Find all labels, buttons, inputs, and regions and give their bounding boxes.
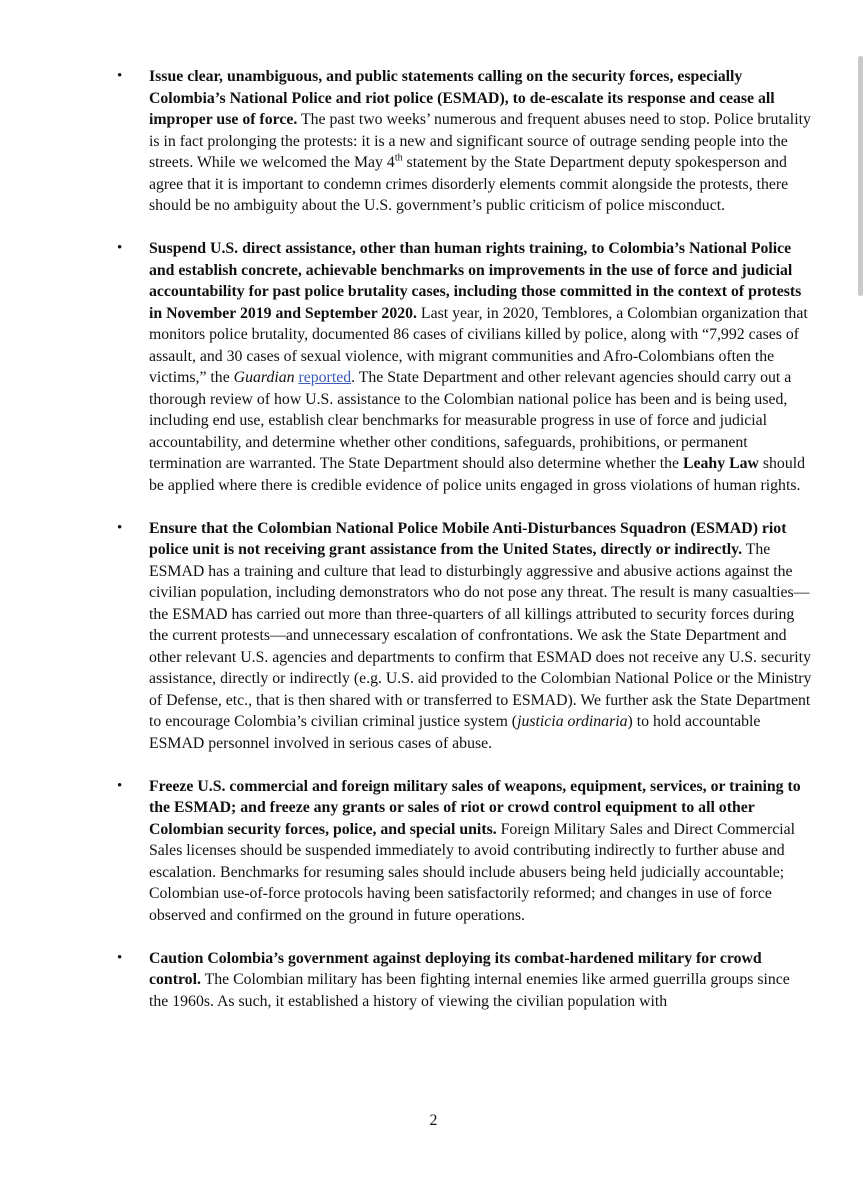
bullet-text — [149, 240, 808, 494]
body-text: statement by the State Department deputy spokesperson and agree that it is important to condemn crimes disorderly elements commit alongside the protests, there should be no ambiguity about the U.S. government’s public criticism of police misconduct. — [149, 154, 789, 214]
bold-lead-text: Ensure that the Colombian National Police Mobile Anti-Disturbances Squadron (ESMAD) riot police unit is not receiving grant assistance from the United States, directly or indirectly. — [149, 519, 787, 558]
body-text: Last year, in 2020, Temblores, a Colombian organization that monitors police brutality, documented 86 cases of civilians killed by police, along with “7,992 cases of assault, and 30 cases of sexual violence, with migrant communities and Afro-Colombians often the victims,” the — [149, 304, 808, 386]
body-text: Foreign Military Sales and Direct Commercial Sales licenses should be suspended immediately to avoid contributing indirectly to further abuse and escalation. Benchmarks for resuming sales should include abusers being held judicially accountable; Colombian use-of-force protocols having been satisfactorily reformed; and changes in use of force observed and confirmed on the ground in future operations. — [149, 820, 796, 924]
body-text: should be applied where there is credible evidence of police units engaged in gross violations of human rights. — [149, 455, 806, 494]
bullet-text — [149, 68, 811, 214]
bullet-item — [113, 776, 813, 927]
bold-lead-text: Freeze U.S. commercial and foreign military sales of weapons, equipment, services, or training to the ESMAD; and freeze any grants or sales of riot or crowd control equipment to all other Colombian security forces, police, and special units. — [149, 777, 801, 838]
bold-lead-text: Suspend U.S. direct assistance, other than human rights training, to Colombia’s National Police and establish concrete, achievable benchmarks on improvements in the use of force and judicial accountability for past police brutality cases, including those committed in the context of protests in November 2019 and September 2020. — [149, 240, 802, 322]
body-text: . The State Department and other relevant agencies should carry out a thorough review of how U.S. assistance to the Colombian national police has been and is being used, including end use, establish clear benchmarks for measurable progress in use of force and judicial accountability, and determine whether other conditions, safeguards, prohibitions, or permanent termination are warranted. The State Department should also determine whether the — [149, 369, 792, 472]
bold-lead-text: Leahy Law — [682, 455, 759, 472]
bullet-item — [113, 238, 813, 496]
reported-link[interactable]: reported — [298, 369, 352, 386]
recommendations-list — [113, 66, 813, 1034]
body-text: The ESMAD has a training and culture that lead to disturbingly aggressive and abusive actions against the civilian population, including demonstrators who do not pose any threat. The result is many casualties—the ESMAD has carried out more than three-quarters of all killings attributed to security forces during the current protests—and unnecessary escalation of confrontations. We ask the State Department and other relevant U.S. agencies and departments to confirm that ESMAD does not receive any U.S. security assistance, directly or indirectly (e.g. U.S. aid provided to the Colombian National Police or the Ministry of Defense, etc., that is then shared with or transferred to ESMAD). We further ask the State Department to encourage Colombia’s civilian criminal justice system ( — [149, 541, 812, 730]
bullet-item — [113, 66, 813, 217]
body-text: The Colombian military has been fighting internal enemies like armed guerrilla groups since the 1960s. As such, it established a history of viewing the civilian population with — [149, 971, 790, 1010]
bullet-dot: • — [117, 68, 123, 84]
body-text: ) to hold accountable ESMAD personnel involved in serious cases of abuse. — [149, 713, 761, 752]
bullet-dot: • — [117, 240, 123, 256]
bullet-dot: • — [117, 949, 123, 966]
superscript: th — [394, 152, 403, 164]
bullet-text — [149, 778, 801, 924]
scrollbar-thumb[interactable] — [858, 56, 863, 296]
body-text: The past two weeks’ numerous and frequent abuses need to stop. Police brutality is in fact prolonging the protests: it is a new and significant source of outrage sending people into the streets. While we welcomed the May 4 — [149, 111, 811, 171]
bullet-text — [149, 950, 790, 1010]
italic-text: justicia ordinaria — [517, 713, 628, 730]
italic-text: Guardian — [233, 369, 295, 386]
bullet-dot: • — [117, 777, 123, 794]
bullet-text — [149, 520, 811, 752]
bullet-item — [113, 948, 813, 1013]
bold-lead-text: Issue clear, unambiguous, and public statements calling on the security forces, especially Colombia’s National Police and riot police (ESMAD), to de-escalate its response and cease all improper use of force. — [149, 68, 775, 128]
bullet-dot: • — [117, 519, 123, 536]
bullet-item — [113, 518, 813, 755]
bold-lead-text: Caution Colombia’s government against deploying its combat-hardened military for crowd control. — [149, 949, 762, 988]
page-number: 2 — [429, 1112, 438, 1129]
